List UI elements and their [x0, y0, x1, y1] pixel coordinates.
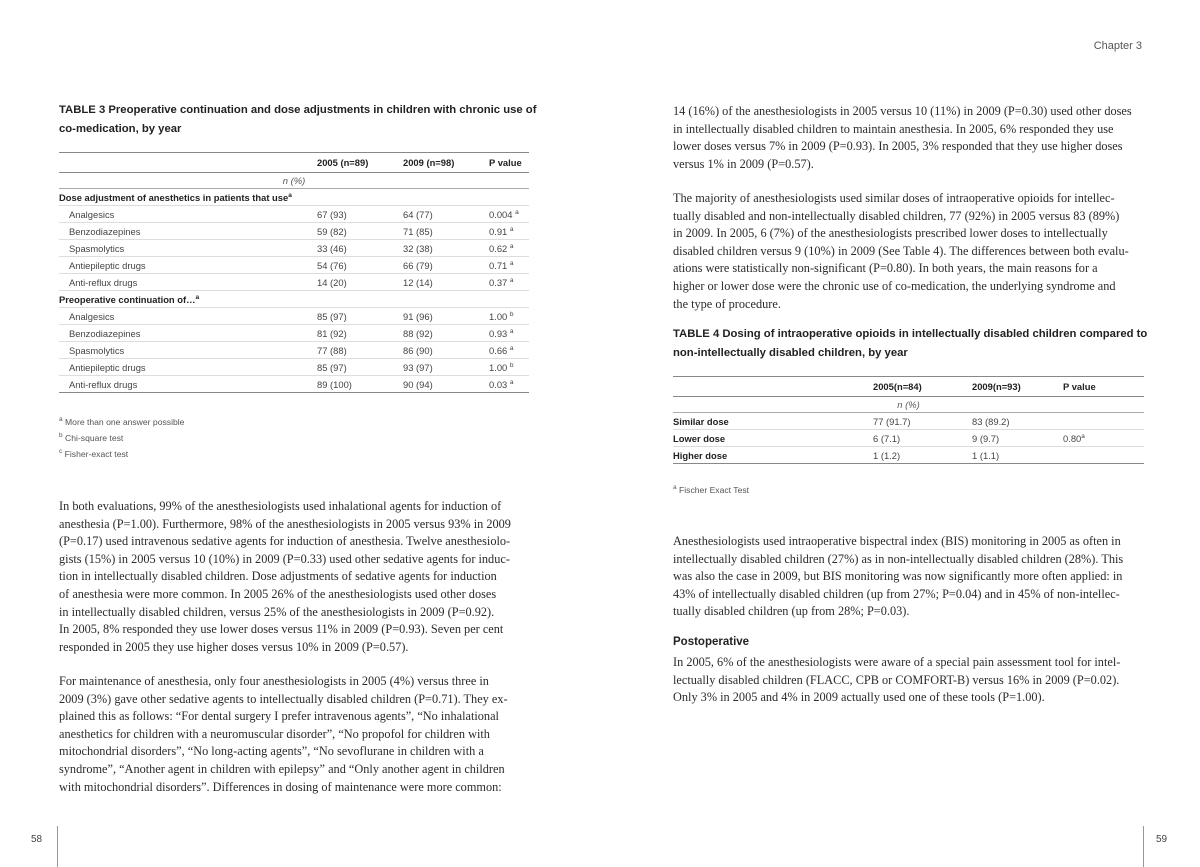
table-row	[59, 308, 529, 325]
row-label: Spasmolytics	[69, 242, 125, 254]
table4-col-pvalue: P value	[1063, 381, 1096, 392]
cell-2009: 71 (85)	[403, 225, 433, 237]
text-line: lower doses versus 7% in 2009 (P=0.93). In 2005, 3% responded that they use higher doses	[673, 139, 1123, 154]
table3-caption-line: co-medication, by year	[59, 123, 182, 135]
text-line: intellectually disabled children (27%) as in non-intellectually disabled children (28%). This	[673, 551, 1124, 566]
text-line: In both evaluations, 99% of the anesthesiologists used inhalational agents for induction of	[59, 499, 502, 513]
text-line: In 2005, 6% of the anesthesiologists were aware of a special pain assessment tool for intel-	[673, 655, 1121, 669]
text-line: responded in 2005 they use higher doses versus 10% in 2009 (P=0.57).	[59, 639, 409, 654]
text-line: syndrome”, “Another agent in children with epilepsy” and “Only another agent in children	[59, 761, 505, 776]
pvalue-text: 1.00	[489, 361, 508, 373]
cell-pvalue	[489, 342, 529, 359]
left-paragraph-1	[59, 498, 511, 656]
table3-group-title	[59, 291, 529, 308]
table3-group-row	[59, 291, 529, 308]
cell-2005: 85 (97)	[317, 361, 347, 373]
cell-2005: 81 (92)	[317, 327, 347, 339]
cell-pvalue	[489, 274, 529, 291]
cell-pvalue	[489, 359, 529, 376]
pvalue-text: 1.00	[489, 310, 508, 322]
pvalue-text: 0.71	[489, 259, 508, 271]
table-row	[59, 342, 529, 359]
text-line: 14 (16%) of the anesthesiologists in 2005 versus 10 (11%) in 2009 (P=0.30) used other doses	[673, 104, 1132, 118]
pvalue-text: 0.004	[489, 208, 513, 220]
pvalue-mark: b	[509, 361, 514, 369]
pvalue-text: 0.03	[489, 378, 508, 390]
table-row	[59, 376, 529, 393]
pvalue-text: 0.80	[1063, 432, 1082, 444]
table4-caption-line: non-intellectually disabled children, by year	[673, 347, 908, 359]
cell-2009: 1 (1.1)	[972, 449, 1000, 461]
pvalue-mark: b	[509, 310, 514, 318]
text-line: 2009 (3%) gave other sedative agents to intellectually disabled children (P=0.71). They ex-	[59, 691, 508, 706]
footnote-text: Fischer Exact Test	[679, 485, 750, 495]
table3-footnote-b	[59, 433, 123, 443]
pvalue-mark: a	[509, 344, 514, 352]
table4-footnote	[673, 485, 749, 495]
cell-2009: 66 (79)	[403, 259, 433, 271]
text-line: plained this as follows: “For dental surgery I prefer intravenous agents”, “No inhalational	[59, 709, 499, 724]
table3-caption-line: TABLE 3 Preoperative continuation and dose adjustments in children with chronic use of	[59, 104, 537, 116]
pvalue-text: 0.93	[489, 327, 508, 339]
table-row	[673, 447, 1144, 464]
pvalue-mark: a	[509, 327, 514, 335]
text-line: For maintenance of anesthesia, only four anesthesiologists in 2005 (4%) versus three in	[59, 674, 489, 688]
cell-pvalue	[1063, 413, 1144, 430]
row-label: Analgesics	[69, 208, 115, 220]
table3-col-2009: 2009 (n=98)	[403, 157, 455, 168]
cell-2009: 32 (38)	[403, 242, 433, 254]
cell-2005: 77 (91.7)	[873, 415, 911, 427]
cell-2005: 14 (20)	[317, 276, 347, 288]
row-label: Lower dose	[673, 432, 726, 444]
table-row	[59, 206, 529, 223]
row-label: Benzodiazepines	[69, 225, 141, 237]
page-rule-right	[1143, 826, 1144, 867]
row-label: Spasmolytics	[69, 344, 125, 356]
cell-2009: 90 (94)	[403, 378, 433, 390]
text-line: ations were statistically non-significant (P=0.80). In both years, the main reasons for a	[673, 261, 1098, 276]
cell-pvalue	[489, 325, 529, 342]
text-line: anesthesia (P=1.00). Furthermore, 98% of the anesthesiologists in 2005 versus 93% in 2009	[59, 516, 511, 531]
pvalue-mark: a	[509, 242, 514, 250]
table4-col-2005: 2005(n=84)	[873, 381, 922, 392]
cell-pvalue	[489, 223, 529, 240]
cell-pvalue	[1063, 447, 1144, 464]
right-paragraph-2	[673, 190, 1129, 313]
page-rule-left	[57, 826, 58, 867]
cell-2009: 91 (96)	[403, 310, 433, 322]
right-paragraph-3	[673, 533, 1123, 621]
table4-caption-line: TABLE 4 Dosing of intraoperative opioids in intellectually disabled children compared to	[673, 328, 1148, 340]
table4-col-2009: 2009(n=93)	[972, 381, 1021, 392]
cell-2009: 86 (90)	[403, 344, 433, 356]
row-label: Antiepileptic drugs	[69, 259, 146, 271]
text-line: tually disabled and non-intellectually disabled children, 77 (92%) in 2005 versus 83 (89%)	[673, 208, 1120, 223]
pvalue-mark: a	[509, 259, 514, 267]
right-paragraph-1	[673, 103, 1132, 173]
text-line: anesthetics for children with a neuromuscular disorder”, “No propofol for children with	[59, 726, 490, 741]
page-number-right: 59	[1156, 834, 1168, 845]
table4-unit: n (%)	[897, 399, 920, 410]
pvalue-mark: a	[509, 378, 514, 386]
row-label: Anti-reflux drugs	[69, 378, 138, 390]
cell-pvalue	[1063, 430, 1144, 447]
cell-2009: 12 (14)	[403, 276, 433, 288]
table4-body	[673, 413, 1144, 464]
text-line: lectually disabled children (FLACC, CPB or COMFORT-B) versus 16% in 2009 (P=0.02).	[673, 672, 1120, 687]
text-line: disabled children versus 9 (10%) in 2009 (See Table 4). The differences between both evalu-	[673, 243, 1129, 258]
cell-2005: 6 (7.1)	[873, 432, 901, 444]
table3-group-row	[59, 189, 529, 206]
table3-caption	[59, 101, 536, 139]
text-line: Anesthesiologists used intraoperative bispectral index (BIS) monitoring in 2005 as often in	[673, 534, 1121, 548]
table-row	[59, 223, 529, 240]
pvalue-text: 0.37	[489, 276, 508, 288]
group-title-text: Preoperative continuation of…	[59, 293, 196, 305]
table-row	[673, 413, 1144, 430]
text-line: Only 3% in 2005 and 4% in 2009 actually used one of these tools (P=1.00).	[673, 690, 1045, 705]
table-row	[59, 257, 529, 274]
page-number-left: 58	[31, 834, 43, 845]
table-row	[673, 430, 1144, 447]
footnote-text: More than one answer possible	[65, 417, 185, 427]
cell-pvalue	[489, 376, 529, 393]
pvalue-mark: a	[1081, 432, 1085, 440]
text-line: higher or lower dose were the chronic use of co-medication, the underlying syndrome and	[673, 278, 1116, 293]
pvalue-text: 0.62	[489, 242, 508, 254]
pvalue-mark: a	[509, 276, 514, 284]
footnote-mark: a	[59, 416, 63, 424]
cell-pvalue	[489, 308, 529, 325]
footnote-mark: a	[673, 484, 677, 492]
cell-2005: 1 (1.2)	[873, 449, 901, 461]
pvalue-mark: a	[509, 225, 514, 233]
left-paragraph-2	[59, 673, 508, 796]
text-line: tion in intellectually disabled children. Dose adjustments of sedative agents for induction	[59, 569, 497, 584]
cell-2005: 33 (46)	[317, 242, 347, 254]
table3-footnote-c	[59, 449, 128, 459]
cell-pvalue	[489, 240, 529, 257]
table4	[673, 376, 1144, 464]
group-title-text: Dose adjustment of anesthetics in patients that use	[59, 191, 289, 203]
text-line: in intellectually disabled children to maintain anesthesia. In 2005, 6% responded they use	[673, 121, 1114, 136]
section-heading-postoperative: Postoperative	[673, 636, 750, 648]
row-label: Analgesics	[69, 310, 115, 322]
row-label: Antiepileptic drugs	[69, 361, 146, 373]
text-line: in intellectually disabled children, versus 25% of the anesthesiologists in 2009 (P=0.92).	[59, 604, 495, 619]
cell-2005: 67 (93)	[317, 208, 347, 220]
pvalue-mark: a	[515, 208, 519, 216]
right-paragraph-4	[673, 654, 1120, 707]
text-line: in 2009. In 2005, 6 (7%) of the anesthesiologists prescribed lower doses to intellectually	[673, 226, 1108, 241]
footnote-text: Fisher-exact test	[64, 449, 129, 459]
cell-2009: 83 (89.2)	[972, 415, 1010, 427]
row-label: Anti-reflux drugs	[69, 276, 138, 288]
cell-2005: 54 (76)	[317, 259, 347, 271]
text-line: gists (15%) in 2005 versus 10 (10%) in 2009 (P=0.33) used other sedative agents for induc-	[59, 551, 510, 566]
row-label: Benzodiazepines	[69, 327, 141, 339]
cell-2009: 93 (97)	[403, 361, 433, 373]
cell-2005: 89 (100)	[317, 378, 352, 390]
cell-2009: 88 (92)	[403, 327, 433, 339]
text-line: mitochondrial disorders”, “No long-acting agents”, “No sevoflurane in children with a	[59, 744, 484, 759]
text-line: (P=0.17) used intravenous sedative agents for induction of anesthesia. Twelve anesthesiolo-	[59, 534, 511, 549]
table4-caption	[673, 325, 1147, 363]
footnote-text: Chi-square test	[65, 433, 124, 443]
row-label: Similar dose	[673, 415, 729, 427]
table3-body	[59, 189, 529, 393]
table3-group-title	[59, 189, 529, 206]
table3-col-2005: 2005 (n=89)	[317, 157, 369, 168]
cell-2005: 77 (88)	[317, 344, 347, 356]
text-line: In 2005, 8% responded they use lower doses versus 11% in 2009 (P=0.93). Seven per cent	[59, 622, 504, 637]
row-label: Higher dose	[673, 449, 728, 461]
table3-footnote-a	[59, 417, 184, 427]
pvalue-text: 0.66	[489, 344, 508, 356]
cell-2005: 59 (82)	[317, 225, 347, 237]
text-line: of anesthesia were more common. In 2005 26% of the anesthesiologists used other doses	[59, 586, 497, 601]
cell-2005: 85 (97)	[317, 310, 347, 322]
group-title-mark: a	[195, 293, 200, 301]
text-line: The majority of anesthesiologists used similar doses of intraoperative opioids for intellec-	[673, 191, 1115, 205]
chapter-header: Chapter 3	[1093, 40, 1142, 52]
table-row	[59, 325, 529, 342]
footnote-mark: b	[59, 432, 63, 440]
pvalue-text: 0.91	[489, 225, 508, 237]
text-line: the type of procedure.	[673, 296, 781, 311]
text-line: tually disabled children (up from 28%; P=0.03).	[673, 604, 910, 619]
table-row	[59, 274, 529, 291]
text-line: with mitochondrial disorders”. Differences in dosing of maintenance were more common:	[59, 779, 502, 794]
cell-2009: 9 (9.7)	[972, 432, 1000, 444]
cell-pvalue	[489, 206, 529, 223]
table3-col-pvalue: P value	[489, 157, 522, 168]
table-row	[59, 359, 529, 376]
table3-unit: n (%)	[282, 175, 306, 186]
text-line: versus 1% in 2009 (P=0.57).	[673, 156, 814, 171]
text-line: was also the case in 2009, but BIS monitoring was now significantly more often applied: in	[673, 569, 1123, 584]
group-title-mark: a	[288, 191, 292, 199]
cell-2009: 64 (77)	[403, 208, 433, 220]
cell-pvalue	[489, 257, 529, 274]
footnote-mark: c	[59, 448, 63, 456]
table-row	[59, 240, 529, 257]
table3	[59, 152, 529, 393]
text-line: 43% of intellectually disabled children (up from 27%; P=0.04) and in 45% of non-intellec-	[673, 586, 1120, 601]
